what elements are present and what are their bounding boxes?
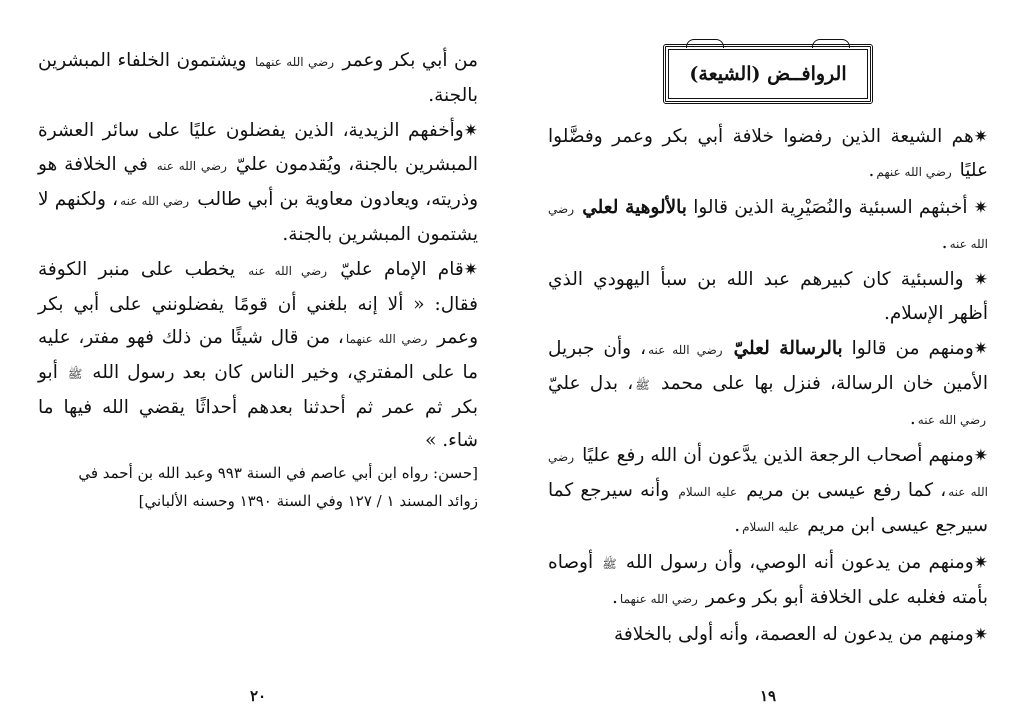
honorific: رضي الله عنه bbox=[548, 450, 988, 499]
honorific: رضي الله عنه bbox=[248, 264, 328, 278]
text-segment: . bbox=[734, 515, 741, 536]
star-bullet-icon: ✷ bbox=[973, 270, 988, 290]
star-bullet-icon: ✷ bbox=[973, 339, 989, 359]
right-paragraph-2 bbox=[548, 191, 988, 261]
text-segment: ومنهم من قالوا bbox=[851, 338, 974, 359]
text-segment: أبو بكر ثم عمر ثم أحدثنا بعدهم أحداثًا يقضي الله فيها ما شاء. » bbox=[38, 362, 478, 451]
bold-phrase: بالرسالة لعليّ bbox=[733, 338, 843, 359]
left-paragraph-1 bbox=[38, 44, 478, 112]
honorific: رضي الله عنه bbox=[156, 159, 227, 173]
text-segment: ، ولكنهم لا يشتمون المبشرين بالجنة. bbox=[38, 189, 478, 245]
right-paragraph-3 bbox=[548, 263, 988, 330]
text-segment: ، بدل عليّ bbox=[548, 373, 634, 394]
honorific: رضي الله عنه bbox=[120, 194, 190, 208]
left-paragraph-2 bbox=[38, 114, 478, 251]
text-segment: في الخلافة هو وذريته، ويعادون معاوية بن أبي طالب bbox=[38, 154, 479, 210]
honorific: عليه السلام bbox=[678, 485, 738, 499]
text-segment: من أبي بكر وعمر bbox=[342, 50, 479, 71]
honorific: ﷺ bbox=[67, 367, 83, 381]
left-page bbox=[38, 0, 478, 721]
text-segment: ومنهم أصحاب الرجعة الذين يدَّعون أن الله رفع عليًا bbox=[582, 445, 974, 466]
right-paragraph-7 bbox=[548, 618, 988, 652]
text-segment: أوصاه بأمته فغلبه على الخلافة أبو بكر وعمر bbox=[548, 552, 988, 608]
text-segment: . bbox=[612, 587, 618, 608]
honorific: رضي الله عنهما bbox=[254, 55, 335, 69]
honorific: رضي الله عنه bbox=[548, 202, 988, 251]
left-page-content bbox=[38, 0, 478, 515]
text-segment: قام الإمام عليّ bbox=[340, 259, 464, 280]
honorific: عليه السلام bbox=[742, 520, 800, 534]
honorific: رضي الله عنه bbox=[917, 413, 986, 427]
star-bullet-icon: ✷ bbox=[973, 625, 988, 645]
citation-line-2: زوائد المسند ١ / ١٢٧ وفي السنة ١٣٩٠ وحسنه الألباني] bbox=[138, 492, 478, 510]
text-segment: ، وأن جبريل الأمين خان الرسالة، فنزل بها على محمد bbox=[548, 338, 988, 394]
text-segment: والسبئية كان كبيرهم عبد الله بن سبأ اليهودي الذي أظهر الإسلام. bbox=[548, 269, 988, 324]
right-paragraph-4 bbox=[548, 332, 988, 437]
left-paragraph-3 bbox=[38, 253, 478, 457]
hadith-citation bbox=[38, 459, 478, 515]
citation-line-1: [حسن: رواه ابن أبي عاصم في السنة ٩٩٣ وعبد الله بن أحمد في bbox=[78, 464, 478, 482]
text-segment: ويشتمون الخلفاء المبشرين بالجنة. bbox=[38, 50, 478, 106]
text-segment: يخطب على منبر الكوفة فقال: « ألا إنه بلغني أن قومًا يفضلونني على أبي بكر وعمر bbox=[38, 259, 479, 348]
right-paragraph-5 bbox=[548, 439, 988, 544]
star-bullet-icon: ✷ bbox=[463, 121, 478, 141]
text-segment: وأخفهم الزيدية، الذين يفضلون عليًا على سائر العشرة المبشرين بالجنة، ويُقدمون عليّ bbox=[38, 120, 478, 175]
text-segment: وأنه سيرجع كما سيرجع عيسى ابن مريم bbox=[548, 480, 988, 536]
text-segment: ومنهم من يدعون أنه الوصي، وأن رسول الله bbox=[625, 552, 974, 573]
star-bullet-icon: ✷ bbox=[973, 446, 988, 466]
text-segment: أخبثهم السبئية والنُصَيْرِية الذين قالوا bbox=[693, 197, 968, 218]
page-number: ٢٠ bbox=[249, 687, 267, 705]
star-bullet-icon: ✷ bbox=[973, 198, 988, 218]
star-bullet-icon: ✷ bbox=[973, 127, 988, 147]
text-segment: . bbox=[868, 160, 875, 181]
chapter-title-frame bbox=[663, 44, 873, 104]
right-paragraph-6 bbox=[548, 546, 988, 616]
text-segment: ، كما رفع عيسى بن مريم bbox=[746, 480, 947, 501]
star-bullet-icon: ✷ bbox=[973, 553, 988, 573]
honorific: رضي الله عنه bbox=[648, 343, 723, 357]
text-segment: هم الشيعة الذين رفضوا خلافة أبي بكر وعمر وفضَّلوا عليًا bbox=[548, 126, 988, 181]
honorific: رضي الله عنهما bbox=[345, 332, 428, 346]
chapter-title: الروافــض (الشيعة) bbox=[689, 63, 847, 85]
right-page bbox=[548, 0, 988, 721]
bold-phrase: بالألوهية لعلي bbox=[582, 197, 687, 218]
honorific: رضي الله عنهم bbox=[876, 165, 952, 179]
text-segment: ومنهم من يدعون له العصمة، وأنه أولى بالخلافة bbox=[613, 624, 974, 645]
text-segment: . bbox=[941, 232, 948, 253]
page-number: ١٩ bbox=[759, 687, 777, 705]
honorific: ﷺ bbox=[602, 557, 617, 571]
text-segment: . bbox=[909, 408, 916, 429]
star-bullet-icon: ✷ bbox=[463, 260, 478, 280]
honorific: رضي الله عنهما bbox=[619, 592, 698, 606]
honorific: ﷺ bbox=[635, 378, 650, 392]
text-segment: ، من قال شيئًا من ذلك فهو مفتر، عليه ما على المفتري، وخير الناس كان بعد رسول الله bbox=[38, 327, 478, 383]
right-paragraph-1 bbox=[548, 120, 988, 189]
